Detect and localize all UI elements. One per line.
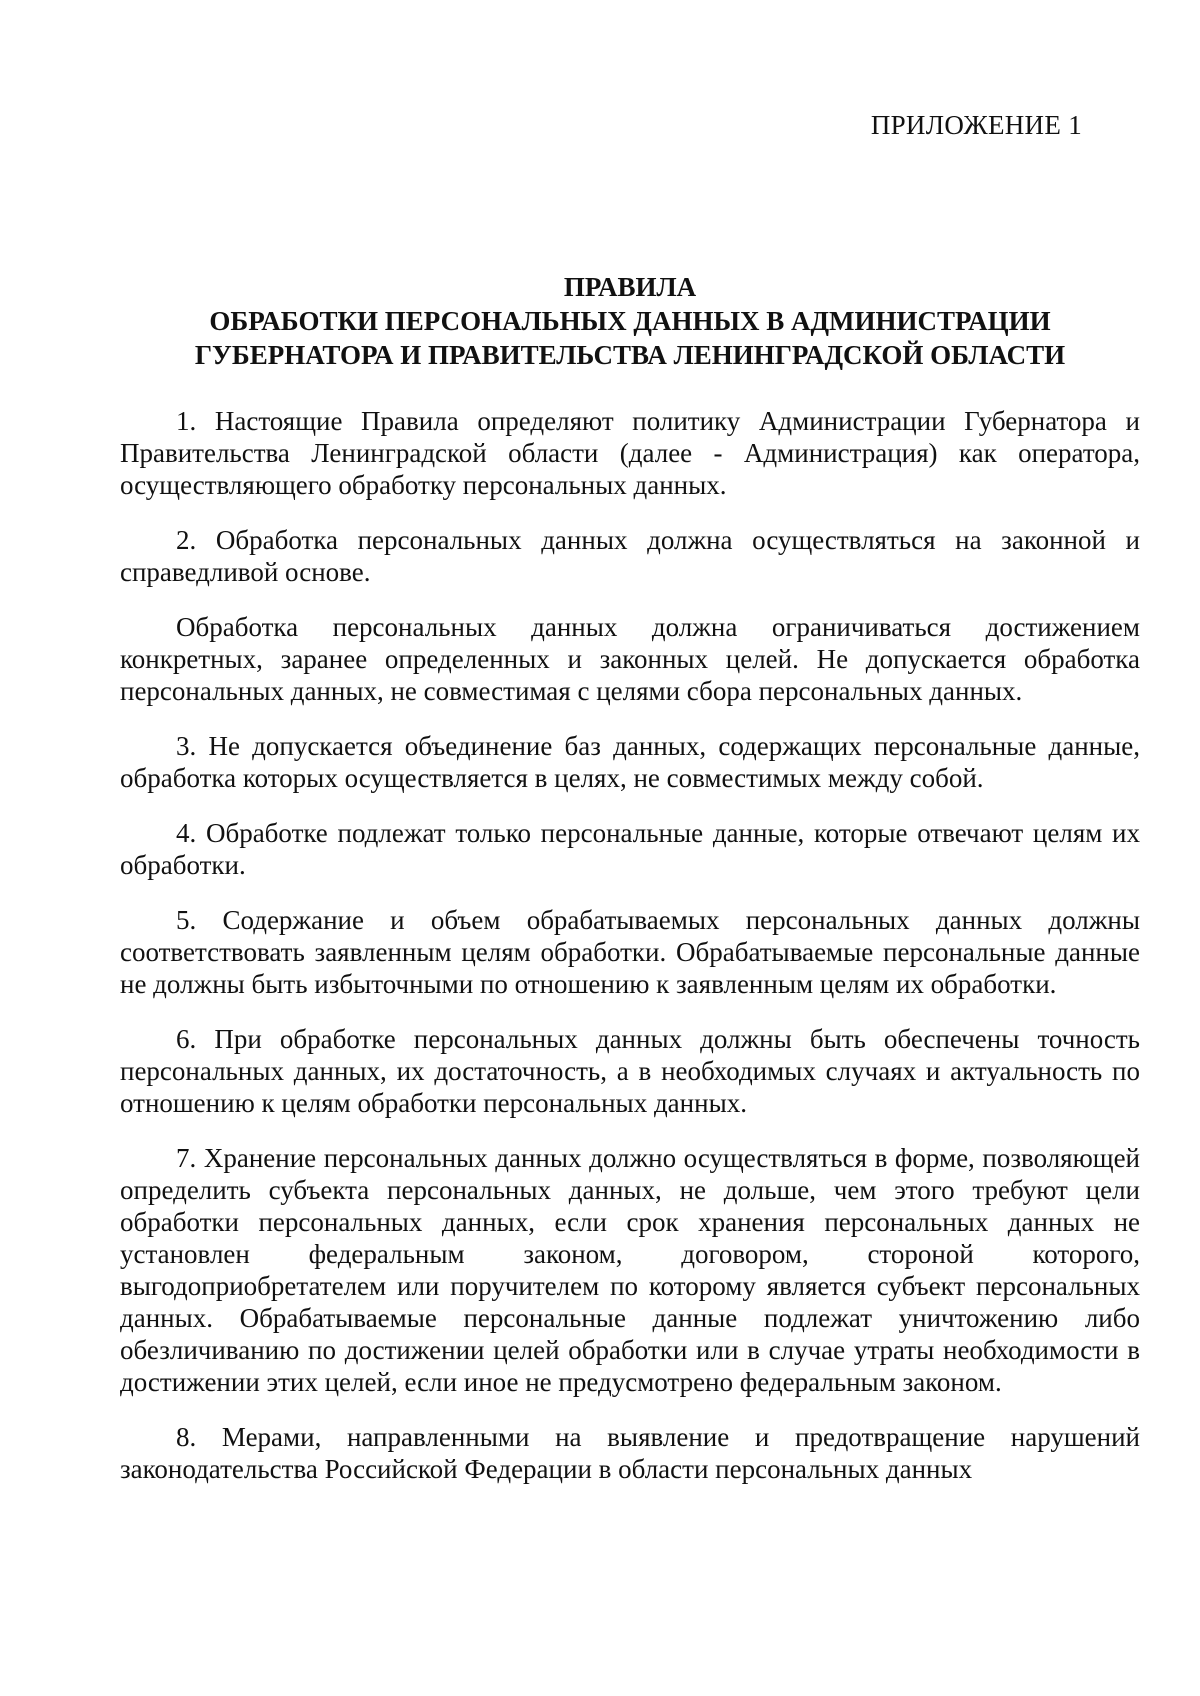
paragraph-7: 7. Хранение персональных данных должно осуществляться в форме, позволяющей определить субъекта персональных данных, не дольше, чем этого требуют цели обработки персональных данных, если срок хранения персональных данных не установлен федеральным законом, договором, стороной которого, выгодоприобретателем или поручителем по которому является субъект персональных данных. Обрабатываемые персональные данные подлежат уничтожению либо обезличиванию по достижении целей обработки или в случае утраты необходимости в достижении этих целей, если иное не предусмотрено федеральным законом. [120, 1143, 1140, 1397]
document-body [120, 405, 1140, 1508]
paragraph-3: 3. Не допускается объединение баз данных, содержащих персональные данные, обработка которых осуществляется в целях, не совместимых между собой. [120, 731, 1140, 793]
document-title [120, 270, 1140, 372]
title-line-2: ОБРАБОТКИ ПЕРСОНАЛЬНЫХ ДАННЫХ В АДМИНИСТРАЦИИ [209, 306, 1051, 336]
paragraph-1: 1. Настоящие Правила определяют политику Администрации Губернатора и Правительства Ленинградской области (далее - Администрация) как оператора, осуществляющего обработку персональных данных. [120, 406, 1140, 500]
title-line-1: ПРАВИЛА [563, 272, 697, 302]
appendix-label: ПРИЛОЖЕНИЕ 1 [870, 110, 1082, 140]
paragraph-4: 4. Обработке подлежат только персональные данные, которые отвечают целям их обработки. [120, 818, 1140, 880]
paragraph-6: 6. При обработке персональных данных должны быть обеспечены точность персональных данных, их достаточность, а в необходимых случаях и актуальность по отношению к целям обработки персональных данных. [120, 1024, 1140, 1118]
paragraph-2: 2. Обработка персональных данных должна осуществляться на законной и справедливой основе. [120, 525, 1140, 587]
title-line-3: ГУБЕРНАТОРА И ПРАВИТЕЛЬСТВА ЛЕНИНГРАДСКОЙ ОБЛАСТИ [194, 340, 1066, 370]
paragraph-8: 8. Мерами, направленными на выявление и предотвращение нарушений законодательства Российской Федерации в области персональных данных [120, 1422, 1140, 1484]
paragraph-2-continued: Обработка персональных данных должна ограничиваться достижением конкретных, заранее определенных и законных целей. Не допускается обработка персональных данных, не совместимая с целями сбора персональных данных. [120, 612, 1140, 706]
paragraph-5: 5. Содержание и объем обрабатываемых персональных данных должны соответствовать заявленным целям обработки. Обрабатываемые персональные данные не должны быть избыточными по отношению к заявленным целям их обработки. [120, 905, 1140, 999]
